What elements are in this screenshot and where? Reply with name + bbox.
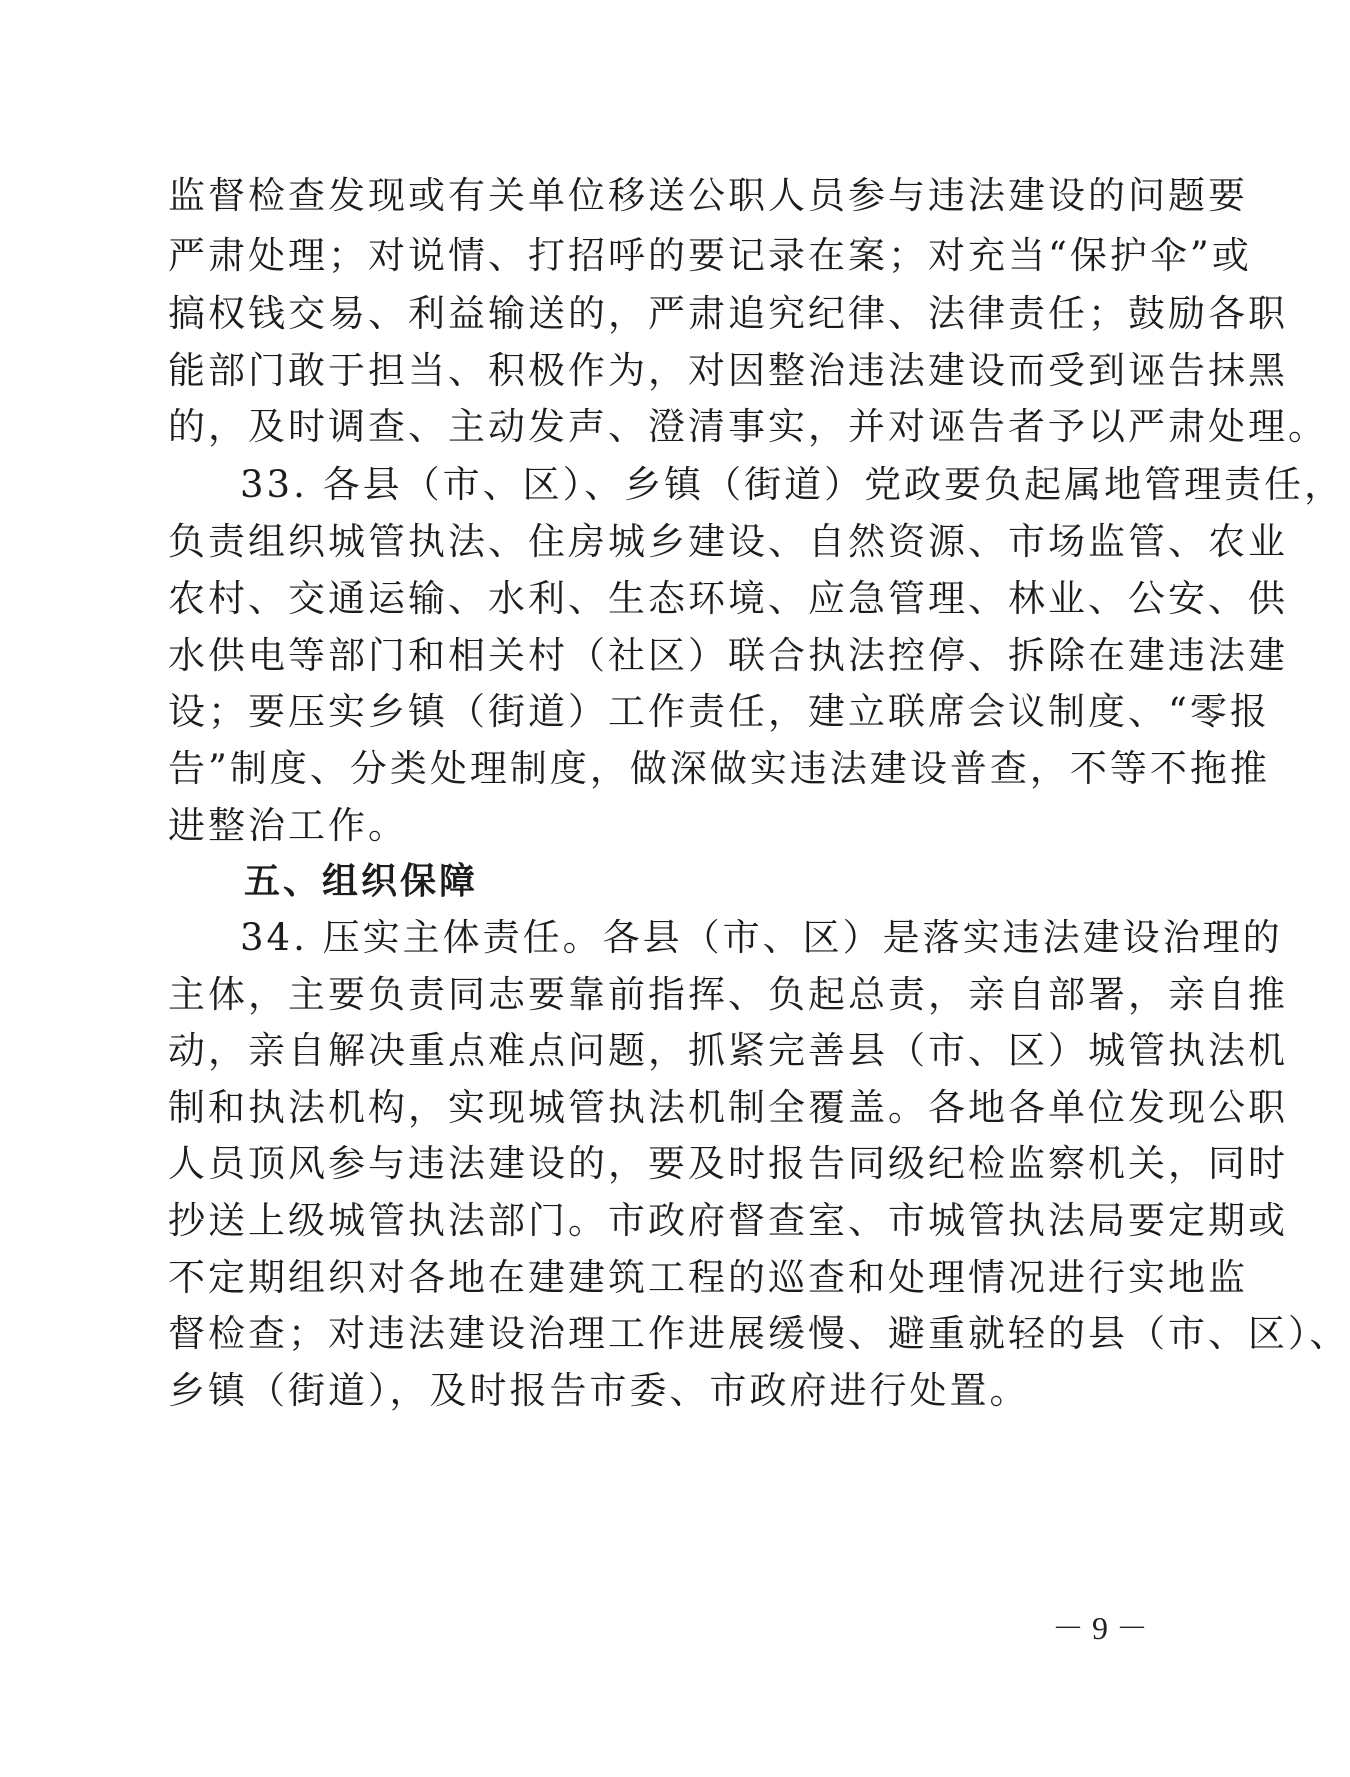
paragraph-line: 水供电等部门和相关村（社区）联合执法控停、拆除在建违法建	[168, 634, 1288, 677]
paragraph-line: 严肃处理；对说情、打招呼的要记录在案；对充当“保护伞”或	[168, 234, 1252, 277]
paragraph-line: 农村、交通运输、水利、生态环境、应急管理、林业、公安、供	[168, 577, 1288, 620]
section-heading: 五、组织保障	[244, 861, 479, 902]
paragraph-line: 告”制度、分类处理制度，做深做实违法建设普查，不等不拖推	[168, 747, 1270, 790]
paragraph-line: 能部门敢于担当、积极作为，对因整治违法建设而受到诬告抹黑	[168, 349, 1288, 392]
paragraph-line: 负责组织城管执法、住房城乡建设、自然资源、市场监管、农业	[168, 520, 1288, 563]
paragraph-line: 设；要压实乡镇（街道）工作责任，建立联席会议制度、“零报	[168, 690, 1270, 733]
paragraph-line: 制和执法机构，实现城管执法机制全覆盖。各地各单位发现公职	[168, 1086, 1288, 1129]
paragraph-line: 动，亲自解决重点难点问题，抓紧完善县（市、区）城管执法机	[168, 1029, 1288, 1072]
paragraph-line: 抄送上级城管执法部门。市政府督查室、市城管执法局要定期或	[168, 1199, 1288, 1242]
paragraph-line: 监督检查发现或有关单位移送公职人员参与违法建设的问题要	[168, 174, 1248, 217]
paragraph-line: 主体，主要负责同志要靠前指挥、负起总责，亲自部署，亲自推	[168, 973, 1288, 1016]
paragraph-line: 不定期组织对各地在建建筑工程的巡查和处理情况进行实地监	[168, 1256, 1248, 1299]
paragraph-line: 搞权钱交易、利益输送的，严肃追究纪律、法律责任；鼓励各职	[168, 292, 1288, 335]
paragraph-line: 33. 各县（市、区）、乡镇（街道）党政要负起属地管理责任，	[240, 463, 1345, 506]
paragraph-line: 进整治工作。	[168, 804, 408, 847]
paragraph-line: 的，及时调查、主动发声、澄清事实，并对诬告者予以严肃处理。	[168, 405, 1328, 448]
page-number: － 9 －	[1052, 1610, 1149, 1646]
paragraph-line: 人员顶风参与违法建设的，要及时报告同级纪检监察机关，同时	[168, 1142, 1288, 1185]
paragraph-line: 乡镇（街道），及时报告市委、市政府进行处置。	[168, 1369, 1030, 1412]
paragraph-line: 34. 压实主体责任。各县（市、区）是落实违法建设治理的	[240, 916, 1283, 959]
paragraph-line: 督检查；对违法建设治理工作进展缓慢、避重就轻的县（市、区）、	[168, 1312, 1350, 1355]
